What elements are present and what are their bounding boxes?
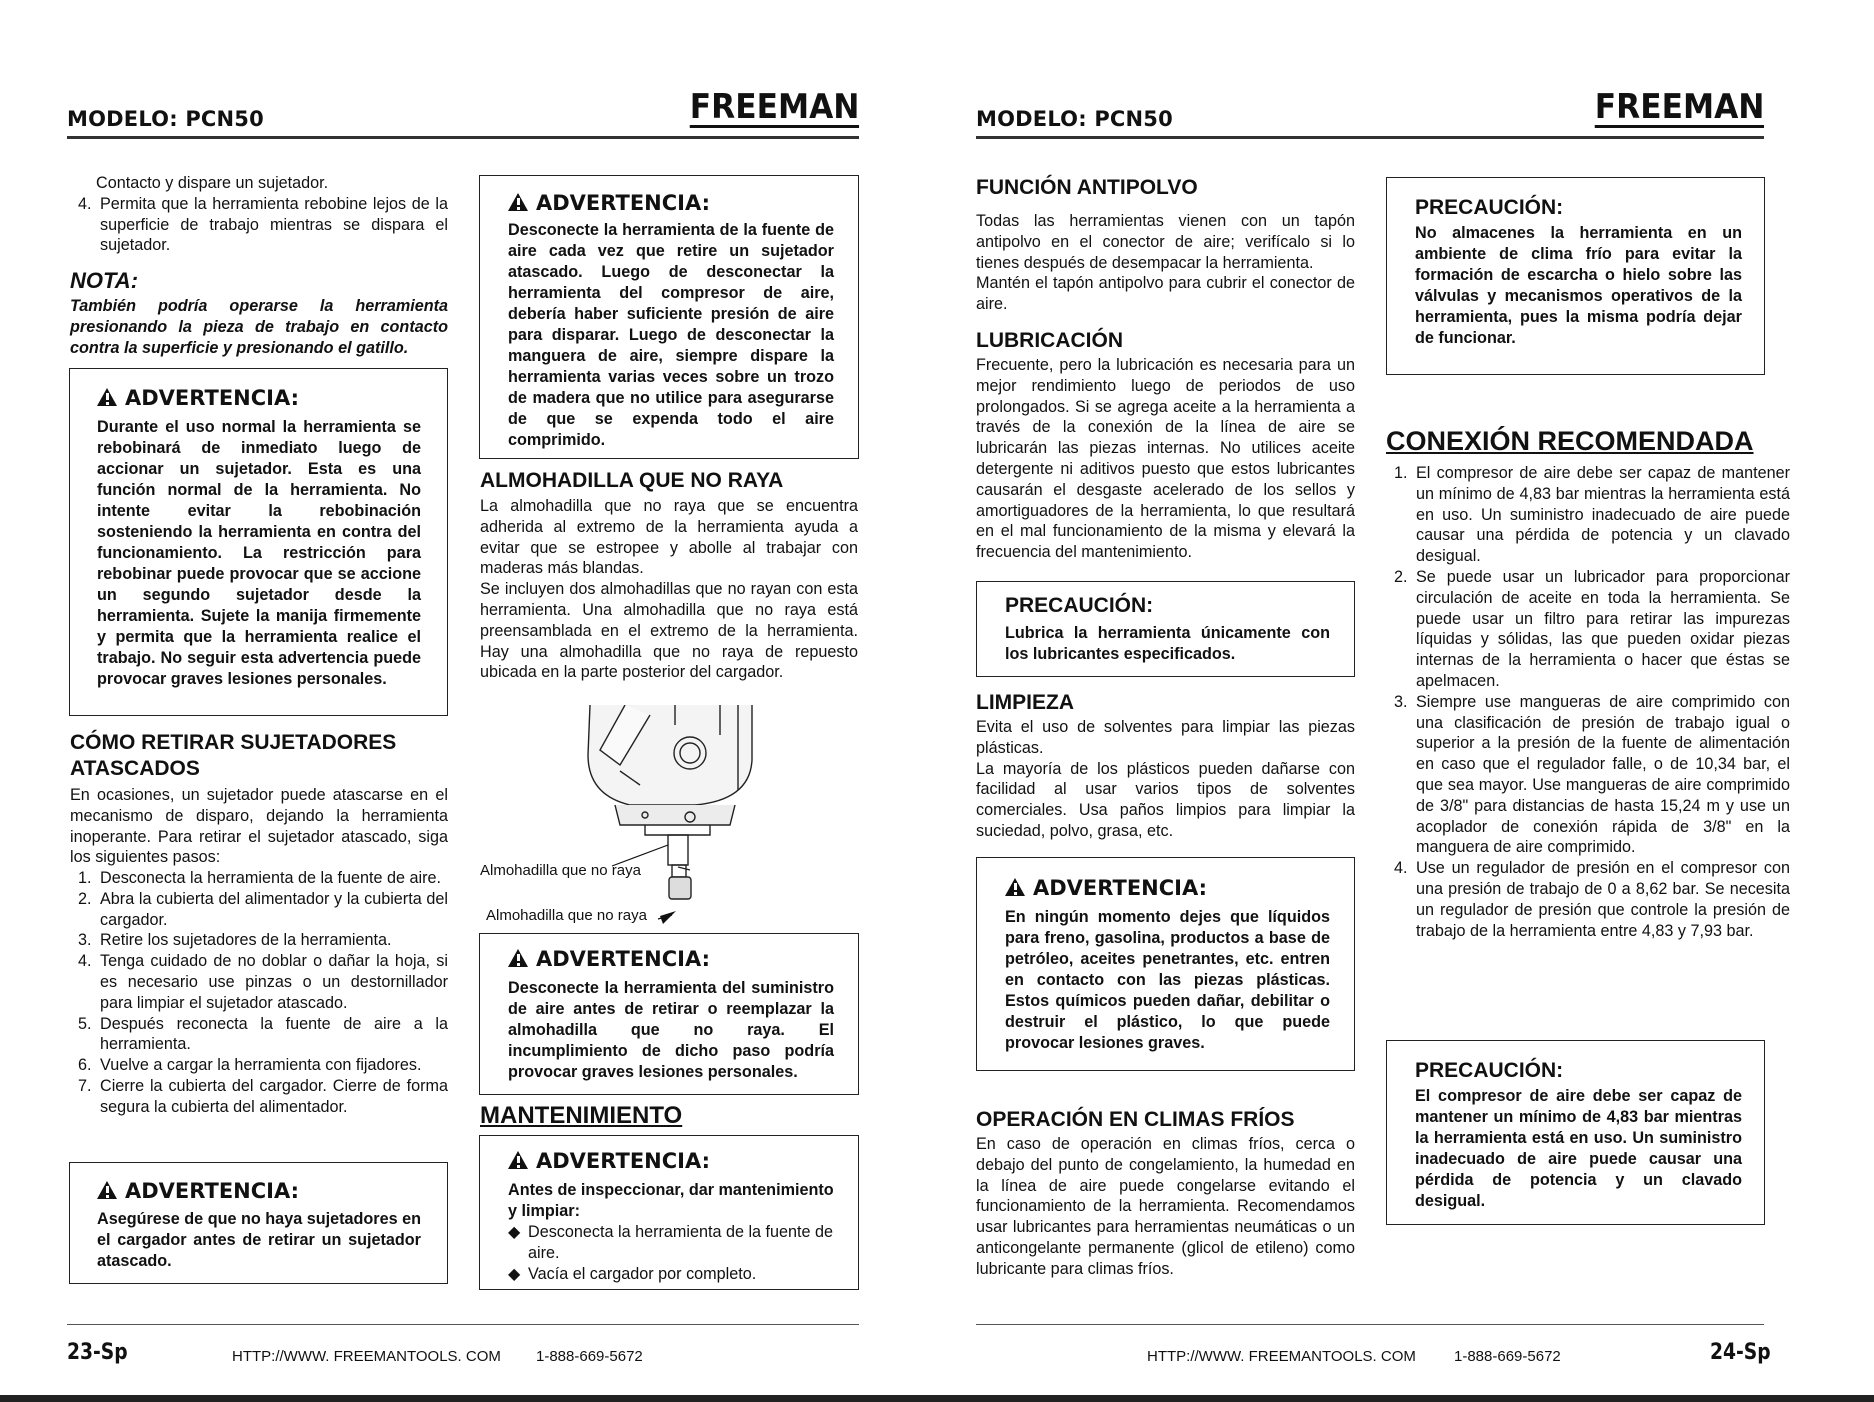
continued-line: Contacto y dispare un sujetador. bbox=[96, 174, 329, 192]
warning-triangle-icon bbox=[508, 193, 528, 211]
list-item: 1. El compresor de aire debe ser capaz de mantener un mínimo de 4,83 bar mientras la herramienta está en uso. Un suministro inadecuado de aire puede causar una pérdida de potencia y un clavado desigual. bbox=[1412, 463, 1790, 567]
figure-label: Almohadilla que no raya bbox=[486, 907, 647, 924]
step-item: 4. Tenga cuidado de no doblar o dañar la hoja, si es necesario use pinzas o un destornillador para limpiar el sujetador atascado. bbox=[96, 951, 448, 1013]
page-model-left: MODELO: PCN50 bbox=[67, 107, 264, 131]
caution-box-compresor bbox=[1386, 1040, 1765, 1225]
warning-box-almohadilla bbox=[479, 933, 859, 1095]
step-item: 1. Desconecta la herramienta de la fuente de aire. bbox=[96, 868, 448, 889]
callout-arrowhead bbox=[660, 911, 676, 924]
caution-box-lubrica bbox=[976, 581, 1355, 677]
caution-body: El compresor de aire debe ser capaz de mantener un mínimo de 4,83 bar mientras la herramienta está en uso. Un suministro inadecuado de aire puede causar una pérdida de potencia y un clavado desigual. bbox=[1415, 1087, 1742, 1210]
page-number-right: 24-Sp bbox=[1710, 1340, 1771, 1365]
freeman-logo-right: FREEMAN bbox=[1594, 87, 1764, 127]
footer-url-left: HTTP://WWW. FREEMANTOOLS. COM bbox=[232, 1348, 501, 1365]
warning-body: Desconecte la herramienta de la fuente de aire cada vez que retire un sujetador atascado. Luego de desconectar la herramienta del compresor de aire, debería haber suficiente presión de aire para disparar. Luego de desconectar la manguera de aire, siempre dispare la herramienta varias veces sobre un trozo de madera que no utilice para asegurarse de que se expenda todo el aire comprimido. bbox=[508, 221, 834, 449]
section-body-climas: En caso de operación en climas fríos, cerca o debajo del punto de congelamiento, la humedad en la línea de aire puede congelarse evitando el funcionamiento de la herramienta. Recomendamos usar lubricantes para herramientas neumáticas o un anticongelante permanente (glicol de etileno) como lubricante para climas fríos. bbox=[976, 1135, 1355, 1278]
header-rule-left bbox=[67, 136, 859, 139]
warning-box-desconecte bbox=[479, 175, 859, 459]
footer-rule-right bbox=[976, 1324, 1764, 1325]
caution-box-almacenes bbox=[1386, 177, 1765, 375]
list-item: 4. Permita que la herramienta rebobine lejos de la superficie de trabajo mientras se dispara el sujetador. bbox=[96, 194, 448, 256]
warning-triangle-icon bbox=[97, 388, 117, 406]
warning-title: ADVERTENCIA: bbox=[508, 946, 834, 972]
section-title-conexion: CONEXIÓN RECOMENDADA bbox=[1386, 426, 1754, 456]
conexion-list bbox=[1386, 463, 1790, 941]
nota-body: También podría operarse la herramienta presionando la pieza de trabajo en contacto contra la superficie y presionando el gatillo. bbox=[70, 297, 448, 357]
left-col1 bbox=[70, 173, 448, 256]
warning-body: Asegúrese de que no haya sujetadores en el cargador antes de retirar un sujetador atascado. bbox=[97, 1210, 421, 1270]
warning-body: Durante el uso normal la herramienta se rebobinará de inmediato luego de accionar un sujetador. Esta es una función normal de la herramienta. No intente evitar la rebobinación sosteniendo la herramienta en contra del funcionamiento. La restricción para rebobinar puede provocar que se accione un segundo sujetador desde la herramienta. Sujete la manija firmemente y permita que la herramienta realice el trabajo. No seguir esta advertencia puede provocar graves lesiones personales. bbox=[97, 418, 421, 688]
nota-title: NOTA: bbox=[70, 268, 139, 293]
figure-label: Almohadilla que no raya bbox=[480, 862, 641, 879]
warning-box-mantenimiento bbox=[479, 1135, 859, 1290]
warning-title: ADVERTENCIA: bbox=[97, 385, 421, 411]
paragraph: Todas las herramientas vienen con un tapón antipolvo en el conector de aire; verifícalo si lo tienes después de desempacar la herramienta. bbox=[976, 212, 1355, 272]
warning-title: ADVERTENCIA: bbox=[1005, 875, 1330, 901]
warning-triangle-icon bbox=[508, 1151, 528, 1169]
section-body-antipolvo bbox=[976, 211, 1355, 315]
footer-url-right: HTTP://WWW. FREEMANTOOLS. COM bbox=[1147, 1348, 1416, 1365]
caution-title: PRECAUCIÓN: bbox=[1415, 1059, 1564, 1082]
footer-rule-left bbox=[67, 1324, 859, 1325]
warning-bullet: ◆ Vacía el cargador por completo. bbox=[508, 1264, 838, 1285]
section-title-antipolvo: FUNCIÓN ANTIPOLVO bbox=[976, 176, 1198, 199]
paragraph: Mantén el tapón antipolvo para cubrir el conector de aire. bbox=[976, 274, 1355, 314]
section-title-mantenimiento: MANTENIMIENTO bbox=[480, 1102, 683, 1129]
section-title-limpieza: LIMPIEZA bbox=[976, 691, 1074, 714]
warning-body: En ningún momento dejes que líquidos para freno, gasolina, productos a base de petróleo, aceites penetrantes, etc. entren en contacto con las piezas plásticas. Estos químicos pueden dañar, debilitar o destruir el plástico, lo que puede provocar lesiones graves. bbox=[1005, 908, 1330, 1052]
step-item: 6. Vuelve a cargar la herramienta con fijadores. bbox=[96, 1055, 448, 1076]
page-number-left: 23-Sp bbox=[67, 1340, 128, 1365]
paragraph: La mayoría de los plásticos pueden dañarse con facilidad al usar varios tipos de solventes comerciales. Usa paños limpios para limpiar la suciedad, polvo, grasa, etc. bbox=[976, 759, 1355, 840]
section-title-retirar: CÓMO RETIRAR SUJETADORES ATASCADOS bbox=[70, 731, 397, 780]
step-item: 3. Retire los sujetadores de la herramienta. bbox=[96, 930, 448, 951]
nail-gun-nose-figure bbox=[480, 705, 860, 925]
step-item: 2. Abra la cubierta del alimentador y la cubierta del cargador. bbox=[96, 889, 448, 931]
freeman-logo-left: FREEMAN bbox=[689, 87, 859, 127]
section-title-lubricacion: LUBRICACIÓN bbox=[976, 329, 1123, 352]
steps-list bbox=[70, 868, 448, 1118]
section-body-limpieza bbox=[976, 717, 1355, 842]
caution-body: No almacenes la herramienta en un ambiente de clima frío para evitar la formación de escarcha o hielo sobre las válvulas y mecanismos operativos de la herramienta, pues la misma podría dejar de funcionar. bbox=[1415, 224, 1742, 347]
warning-body: Desconecte la herramienta del suministro de aire antes de retirar o reemplazar la almohadilla que no raya. El incumplimiento de dicho paso podría provocar graves lesiones personales. bbox=[508, 979, 834, 1081]
scan-bottom-edge bbox=[0, 1395, 1874, 1402]
warning-body: Antes de inspeccionar, dar mantenimiento y limpiar: bbox=[508, 1181, 834, 1220]
paragraph: Se incluyen dos almohadillas que no rayan con esta herramienta. Una almohadilla que no raya está preensamblada en el extremo de la herramienta. Hay una almohadilla que no raya de repuesto ubicada en la parte posterior del cargador. bbox=[480, 580, 858, 682]
list-item: 3. Siempre use mangueras de aire comprimido con una clasificación de presión de trabajo igual o superior a la presión de la fuente de alimentación en caso que el regulador falle, o de 10,34 bar, el que sea mayor. Use mangueras de aire comprimido de 3/8" para distancias de hasta 15,24 m y use un acoplador de conexión rápida de 3/8" en la manguera de aire comprimido. bbox=[1412, 692, 1790, 858]
paragraph: Evita el uso de solventes para limpiar las piezas plásticas. bbox=[976, 718, 1355, 757]
section-title-climas: OPERACIÓN EN CLIMAS FRÍOS bbox=[976, 1108, 1295, 1131]
header-rule-right bbox=[976, 136, 1764, 139]
list-item: 2. Se puede usar un lubricador para proporcionar circulación de aceite en toda la herramienta. Se puede usar un filtro para retirar las impurezas líquidas y sólidas, las que pueden oxidar piezas internas de la herramienta o hacer que éstas se apelmacen. bbox=[1412, 567, 1790, 692]
warning-title: ADVERTENCIA: bbox=[508, 190, 834, 216]
warning-triangle-icon bbox=[97, 1181, 117, 1199]
warning-box-liquidos bbox=[976, 857, 1355, 1071]
caution-title: PRECAUCIÓN: bbox=[1415, 196, 1564, 219]
footer-phone-left: 1-888-669-5672 bbox=[536, 1348, 643, 1365]
step-item: 5. Después reconecta la fuente de aire a la herramienta. bbox=[96, 1014, 448, 1056]
warning-box-rebobinacion bbox=[69, 368, 448, 716]
section-body-almohadilla bbox=[480, 496, 858, 683]
section-body-lubricacion: Frecuente, pero la lubricación es necesaria para un mejor rendimiento luego de periodos de uso prolongados. Si se agrega aceite a la herramienta a través de la conexión de la línea de aire se lubricarán las piezas internas. No utilices aceite detergente ni aditivos puesto que estos lubricantes causarán el desgaste acelerado de los sellos y amortiguadores de la herramienta, lo que resultará en el mal funcionamiento de la misma y elevará la frecuencia del mantenimiento. bbox=[976, 356, 1355, 562]
list-item: 4. Use un regulador de presión en el compresor con una presión de trabajo de 0 a 8,62 bar. Se necesita un regulador de presión que controle la presión de trabajo de la herramienta entre 4,83 y 7,93 bar. bbox=[1412, 858, 1790, 941]
continued-list bbox=[70, 194, 448, 256]
warning-title: ADVERTENCIA: bbox=[508, 1148, 838, 1174]
section-title-almohadilla: ALMOHADILLA QUE NO RAYA bbox=[480, 469, 784, 492]
warning-title: ADVERTENCIA: bbox=[97, 1178, 421, 1204]
step-item: 7. Cierre la cubierta del cargador. Cierre de forma segura la cubierta del alimentador. bbox=[96, 1076, 448, 1118]
warning-triangle-icon bbox=[508, 949, 528, 967]
warning-triangle-icon bbox=[1005, 878, 1025, 896]
paragraph: La almohadilla que no raya que se encuentra adherida al extremo de la herramienta ayuda a evitar que se estropee y abolle al trabajar con maderas más blandas. bbox=[480, 497, 858, 578]
page-model-right: MODELO: PCN50 bbox=[976, 107, 1173, 131]
caution-title: PRECAUCIÓN: bbox=[1005, 594, 1154, 617]
section-body-retirar: En ocasiones, un sujetador puede atascarse en el mecanismo de disparo, dejando la herramienta inoperante. Para retirar el sujetador atascado, siga los siguientes pasos: bbox=[70, 786, 448, 867]
warning-bullet: ◆ Desconecta la herramienta de la fuente de aire. bbox=[508, 1222, 838, 1264]
caution-body: Lubrica la herramienta únicamente con los lubricantes especificados. bbox=[1005, 624, 1330, 663]
warning-box-cargador bbox=[69, 1162, 448, 1284]
footer-phone-right: 1-888-669-5672 bbox=[1454, 1348, 1561, 1365]
